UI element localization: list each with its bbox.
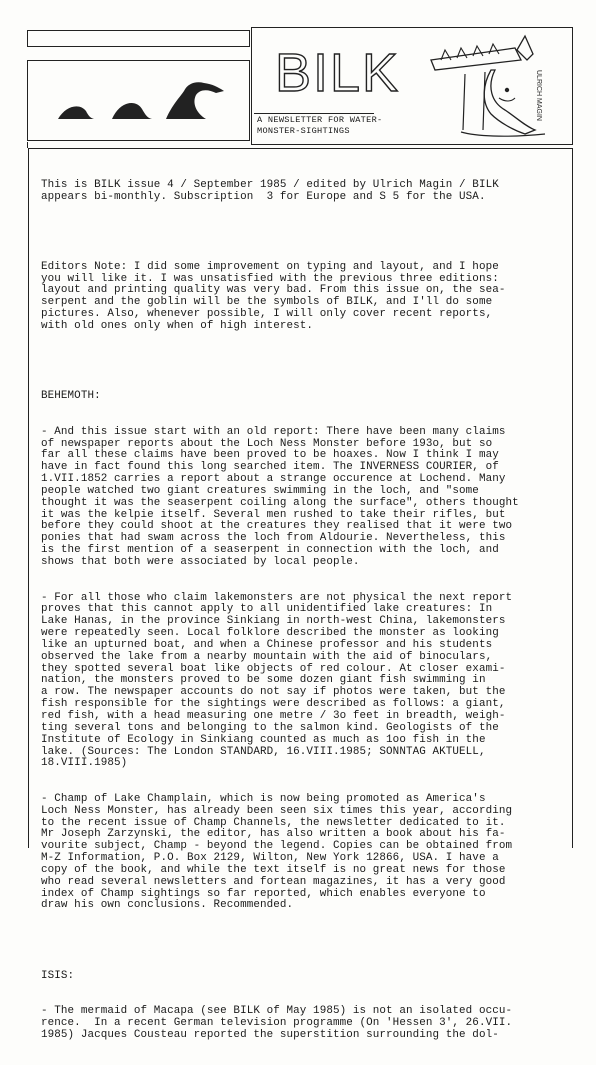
goblin-icon (425, 30, 565, 142)
sea-serpent-illustration-box (27, 60, 250, 141)
intro-paragraph: This is BILK issue 4 / September 1985 / edited by Ulrich Magin / BILK appears bi-monthly. Subscription 3 for Europe and S 5 for the USA. (41, 178, 499, 203)
article-box (28, 148, 573, 1041)
sea-serpent-icon (28, 61, 248, 139)
newsletter-subtitle: A NEWSLETTER FOR WATER- MONSTER-SIGHTINGS (257, 115, 383, 136)
isis-report-macapa: - The mermaid of Macapa (see BILK of May 1985) is not an isolated occu- rence. In a recent German television programme (On 'Hessen 3', 26.VII. 1985) Jacques Cousteau reported the superstition surrounding the dol- (41, 1005, 513, 1041)
bilk-logo (273, 43, 413, 99)
svg-text:ULRICH MAGIN: ULRICH MAGIN (535, 70, 542, 121)
behemoth-report-loch-ness: - And this issue start with an old report: There have been many claims of newspaper reports about the Loch Ness Monster before 193o, but so far all these claims have been proved to be hoaxes. Now I think I may have in fact found this long searched item. The INVERNESS COURIER, of 1.VII.1852 carries a report about a strange occurence at Lochend. Many people watched two giant creatures swimming in the loch, and "some thought it was the seaserpent coiling along the surface", others thought it was the kelpie itself. Several men rushed to take their rifles, but before they could shoot at the creatures they realised that it were two ponies that had swam across the loch from Aldourie. Nevertheless, this is the first mention of a seaserpent in connection with the loch, and shows that both were associated by local people. (41, 425, 519, 568)
masthead (251, 27, 573, 145)
behemoth-report-champ: - Champ of Lake Champlain, which is now being promoted as America's Loch Ness Monster, has already been seen six times this year, according to the recent issue of Champ Channels, the newsletter dedicated to it. Mr Joseph Zarzynski, the editor, has also written a book about his fa- vourite subject, Champ - beyond the legend. Copies can be obtained from M-Z Information, P.O. Box 2129, Wilton, New York 12866, USA. I have a copy of the book, and while the text itself is no great news for those who read several newsletters and fortean magazines, it has a very good index of Champ sightings so far reported, which enables everyone to draw his own conclusions. Recommended. (41, 792, 513, 912)
svg-text:BILK: BILK (275, 43, 401, 99)
blank-header-box (27, 30, 250, 47)
isis-heading: ISIS: (41, 969, 75, 982)
article-body (41, 156, 567, 1065)
title-divider (254, 113, 374, 114)
behemoth-heading: BEHEMOTH: (41, 390, 101, 403)
editors-note-paragraph: Editors Note: I did some improvement on typing and layout, and I hope you will like it. I was unsatisfied with the previous three editions: layout and printing quality was very bad. From this issue on, the sea- serpent and the goblin will be the symbols of BILK, and I'll do some pictures. Also, whenever possible, I will only cover recent reports, with old ones only when of high interest. (41, 260, 506, 332)
behemoth-report-lake-hanas: - For all those who claim lakemonsters are not physical the next report proves that this cannot apply to all unidentified lake creatures: In Lake Hanas, in the province Sinkiang in north-west China, lakemonsters were repeatedly seen. Local folklore described the monster as looking like an upturned boat, and when a Chinese professor and his students observed the lake from a nearby mountain with the aid of binoculars, they spotted several boat like objects of red colour. At closer exami- nation, the monsters proved to be some dozen giant fish swimming in a row. The newspaper accounts do not say if photos were taken, but the fish responsible for the sightings were described as follows: a giant, red fish, with a head measuring one metre / 3o feet in breadth, weigh- ting several tons and belonging to the salmon kind. Geologists of the Institute of Ecology in Sinkiang counted as much as 1oo fish in the lake. (Sources: The London STANDARD, 16.VIII.1985; SONNTAG AKTUELL, 18.VIII.1985) (41, 591, 513, 770)
